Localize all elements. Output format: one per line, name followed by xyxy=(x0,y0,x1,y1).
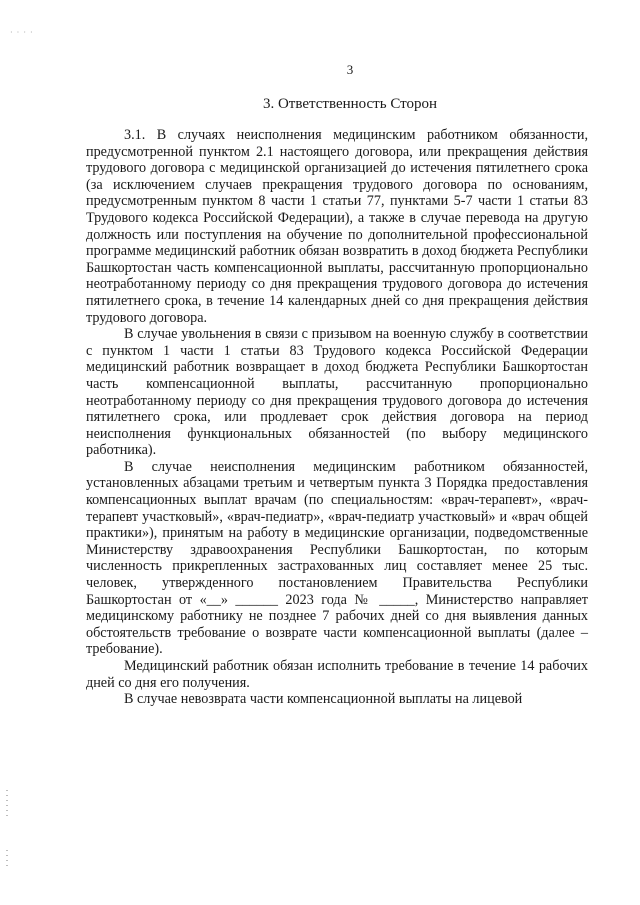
document-body xyxy=(86,127,588,708)
scan-edge-artifact xyxy=(6,850,8,870)
paragraph-3-1: 3.1. В случаях неисполнения медицинским работником обязанности, предусмотренной пунктом 2.1 настоящего договора, или прекращения действия трудового договора с медицинской организацией до истечения пятилетнего срока (за исключением случаев прекращения трудового договора по основаниям, предусмотренным пунктом 8 части 1 статьи 77, пунктами 5-7 части 1 статьи 83 Трудового кодекса Российской Федерации), а также в случае перевода на другую должность или поступления на обучение по дополнительной профессиональной программе медицинский работник обязан возвратить в доход бюджета Республики Башкортостан часть компенсационной выплаты, рассчитанную пропорционально неотработанному периоду со дня прекращения трудового договора до истечения пятилетнего срока, в течение 14 календарных дней со дня прекращения действия трудового договора. xyxy=(86,127,588,326)
paragraph-requirement-term: Медицинский работник обязан исполнить требование в течение 14 рабочих дней со дня его получения. xyxy=(86,658,588,691)
paragraph-military-service: В случае увольнения в связи с призывом на военную службу в соответствии с пунктом 1 части 1 статьи 83 Трудового кодекса Российской Федерации медицинский работник возвращает в доход бюджета Республики Башкортостан часть компенсационной выплаты, рассчитанную пропорционально неотработанному периоду со дня прекращения трудового договора до истечения пятилетнего срока, или продлевает срок действия договора на период неисполнения функциональных обязанностей (по выбору медицинского работника). xyxy=(86,326,588,459)
paragraph-non-return: В случае невозврата части компенсационной выплаты на лицевой xyxy=(124,691,523,708)
scan-edge-artifact xyxy=(6,790,8,820)
page-number: 3 xyxy=(346,62,354,77)
section-title: 3. Ответственность Сторон xyxy=(262,96,438,112)
paragraph-non-fulfilment: В случае неисполнения медицинским работником обязанностей, установленных абзацами третьим и четвертым пункта 3 Порядка предоставления компенсационных выплат врачам (по специальностям: «врач-терапевт», «врач-терапевт участковый», «врач-педиатр», «врач-педиатр участковый» и «врач общей практики»), принятым на работу в медицинские организации, подведомственные Министерству здравоохранения Республики Башкортостан, по которым численность прикрепленных застрахованных лиц составляет менее 25 тыс. человек, утвержденного постановлением Правительства Республики Башкортостан от «__» ______ 2023 года № _____, Министерство направляет медицинскому работнику не позднее 7 рабочих дней со дня выявления данных обстоятельств требование о возврате части компенсационной выплаты (далее – требование). xyxy=(86,458,588,658)
scan-corner-mark: · · · · xyxy=(10,28,34,37)
